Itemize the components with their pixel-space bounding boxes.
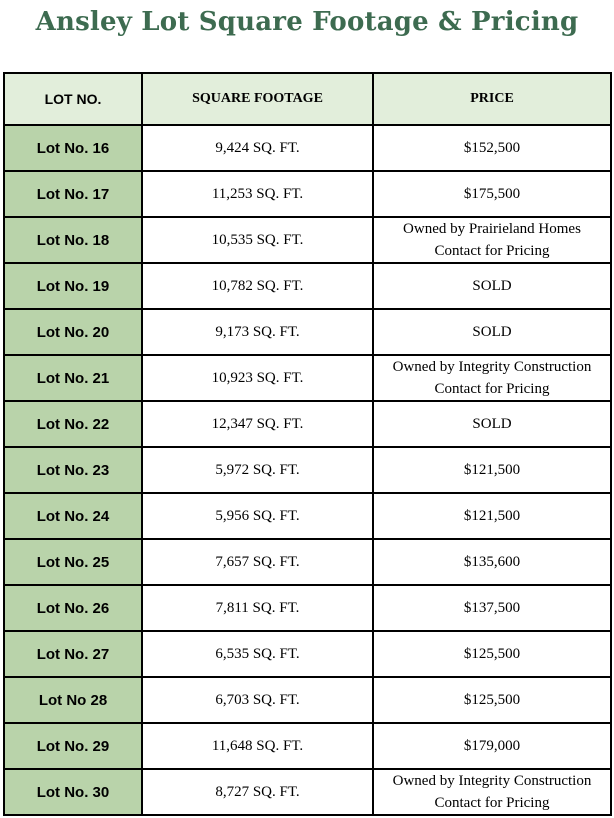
price-line: Owned by Prairieland Homes <box>403 221 581 237</box>
price-line: $121,500 <box>463 508 521 524</box>
price-cell <box>373 217 611 263</box>
lot-number-cell: Lot No. 21 <box>4 355 142 401</box>
price-line: $125,500 <box>463 692 521 708</box>
table-row <box>4 723 611 769</box>
square-footage-cell: 12,347 SQ. FT. <box>142 401 373 447</box>
table-row <box>4 171 611 217</box>
lot-number-cell: Lot No. 22 <box>4 401 142 447</box>
table-row <box>4 631 611 677</box>
square-footage-cell: 7,657 SQ. FT. <box>142 539 373 585</box>
lot-number-cell: Lot No. 19 <box>4 263 142 309</box>
lot-number-cell: Lot No. 24 <box>4 493 142 539</box>
square-footage-cell: 10,535 SQ. FT. <box>142 217 373 263</box>
header-lot-no: LOT NO. <box>4 73 142 125</box>
lot-number-cell: Lot No. 27 <box>4 631 142 677</box>
price-line: $125,500 <box>463 646 521 662</box>
square-footage-cell: 6,703 SQ. FT. <box>142 677 373 723</box>
price-cell <box>373 493 611 539</box>
price-cell <box>373 723 611 769</box>
price-line: $152,500 <box>463 140 521 156</box>
table-row <box>4 355 611 401</box>
table-row <box>4 217 611 263</box>
square-footage-cell: 9,173 SQ. FT. <box>142 309 373 355</box>
table-row <box>4 585 611 631</box>
price-line: SOLD <box>472 324 512 340</box>
price-cell <box>373 631 611 677</box>
price-cell <box>373 677 611 723</box>
price-cell <box>373 769 611 815</box>
price-cell <box>373 309 611 355</box>
lot-number-cell: Lot No. 16 <box>4 125 142 171</box>
lot-pricing-table <box>3 72 612 816</box>
price-line: SOLD <box>472 416 512 432</box>
table-body <box>4 125 611 815</box>
price-line: Owned by Integrity Construction <box>392 359 592 375</box>
price-cell <box>373 125 611 171</box>
lot-number-cell: Lot No. 20 <box>4 309 142 355</box>
price-line: $137,500 <box>463 600 521 616</box>
square-footage-cell: 7,811 SQ. FT. <box>142 585 373 631</box>
table-row <box>4 263 611 309</box>
lot-number-cell: Lot No. 18 <box>4 217 142 263</box>
lot-number-cell: Lot No. 30 <box>4 769 142 815</box>
table-row <box>4 677 611 723</box>
price-cell <box>373 539 611 585</box>
price-line: SOLD <box>472 278 512 294</box>
square-footage-cell: 9,424 SQ. FT. <box>142 125 373 171</box>
square-footage-cell: 5,972 SQ. FT. <box>142 447 373 493</box>
header-square-footage: SQUARE FOOTAGE <box>142 73 373 125</box>
square-footage-cell: 5,956 SQ. FT. <box>142 493 373 539</box>
table-row <box>4 539 611 585</box>
square-footage-cell: 11,253 SQ. FT. <box>142 171 373 217</box>
square-footage-cell: 11,648 SQ. FT. <box>142 723 373 769</box>
square-footage-cell: 6,535 SQ. FT. <box>142 631 373 677</box>
table-row <box>4 493 611 539</box>
table-row <box>4 447 611 493</box>
lot-number-cell: Lot No. 23 <box>4 447 142 493</box>
lot-number-cell: Lot No. 25 <box>4 539 142 585</box>
table-row <box>4 769 611 815</box>
price-cell <box>373 401 611 447</box>
price-line: $121,500 <box>463 462 521 478</box>
page-title: Ansley Lot Square Footage & Pricing <box>35 7 579 37</box>
table-row <box>4 309 611 355</box>
price-line: $175,500 <box>463 186 521 202</box>
table-header-row <box>4 73 611 125</box>
square-footage-cell: 8,727 SQ. FT. <box>142 769 373 815</box>
price-cell <box>373 171 611 217</box>
lot-number-cell: Lot No. 26 <box>4 585 142 631</box>
price-cell <box>373 447 611 493</box>
price-cell <box>373 585 611 631</box>
header-price: PRICE <box>373 73 611 125</box>
table-row <box>4 125 611 171</box>
table-row <box>4 401 611 447</box>
lot-number-cell: Lot No. 29 <box>4 723 142 769</box>
price-line: $179,000 <box>463 738 521 754</box>
square-footage-cell: 10,782 SQ. FT. <box>142 263 373 309</box>
lot-number-cell: Lot No. 17 <box>4 171 142 217</box>
square-footage-cell: 10,923 SQ. FT. <box>142 355 373 401</box>
price-line: Contact for Pricing <box>434 243 550 259</box>
lot-number-cell: Lot No 28 <box>4 677 142 723</box>
price-line: Owned by Integrity Construction <box>392 773 592 789</box>
price-line: Contact for Pricing <box>434 381 550 397</box>
price-line: $135,600 <box>463 554 521 570</box>
price-cell <box>373 263 611 309</box>
price-line: Contact for Pricing <box>434 795 550 811</box>
price-cell <box>373 355 611 401</box>
